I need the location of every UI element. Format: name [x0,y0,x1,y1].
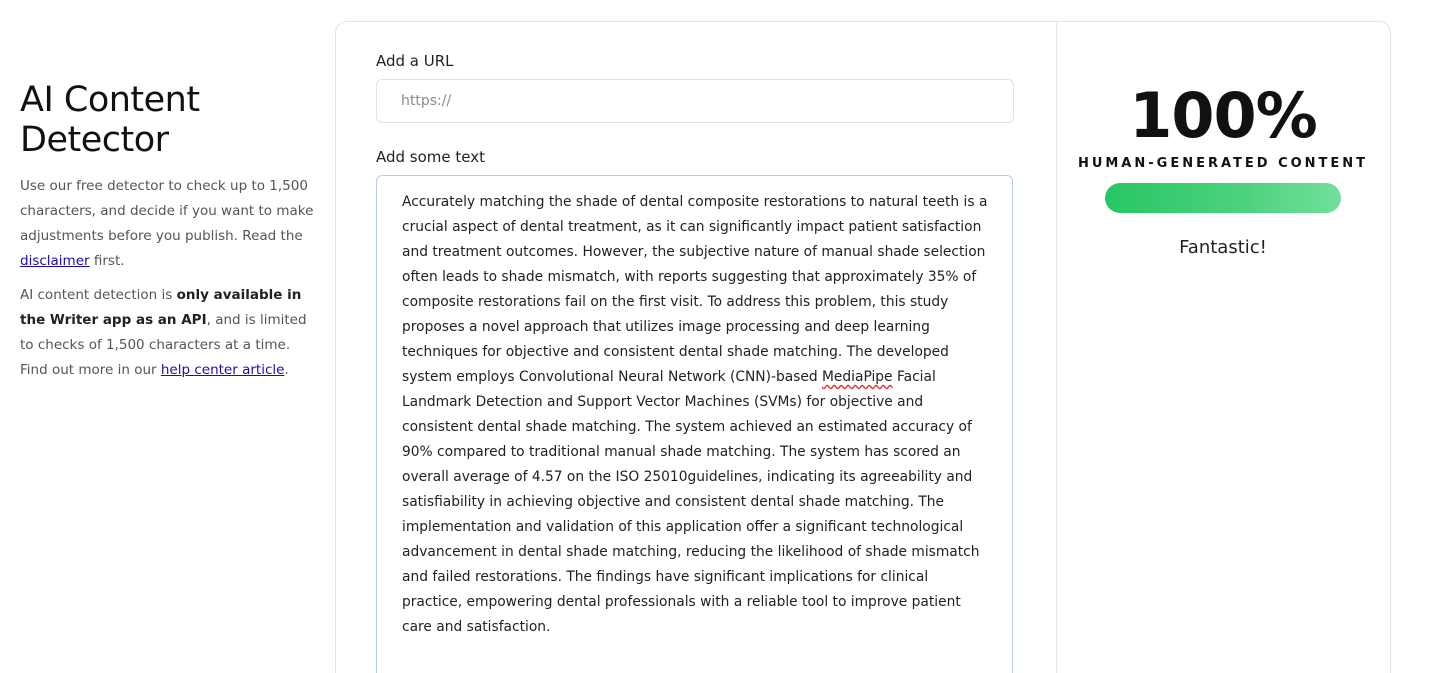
score-value: 100% [1129,79,1317,152]
url-input[interactable] [376,79,1014,123]
api-text-end: . [284,362,289,378]
intro-panel [20,80,315,392]
help-center-link[interactable]: help center article [160,362,285,378]
api-text-middle: , and is limited to checks of 1,500 characters at a time. Find out more in our [20,312,307,378]
text-label: Add some text [376,148,486,166]
api-text: AI content detection is [20,287,177,303]
spellcheck-flagged-word: MediaPipe [822,369,893,385]
detector-card [335,21,1391,673]
api-emphasis: only available in the Writer app as an API [20,287,302,328]
disclaimer-link[interactable]: disclaimer [20,253,90,269]
score-bar [1105,183,1341,213]
page-title: AI Content Detector [20,80,200,160]
intro-paragraph [20,174,315,274]
text-content-rest: Facial Landmark Detection and Support Vector Machines (SVMs) for objective and consistent dental shade matching. The system achieved an estimated accuracy of 90% compared to traditional manual shade matching. The system has scored an overall average of 4.57 on the ISO 25010guidelines, indicating its agreeability and satisfiability in achieving objective and consistent dental shade matching. The implementation and validation of this application offer a significant technological advancement in dental shade matching, reducing the likelihood of shade mismatch and failed restorations. The findings have significant implications for clinical practice, empowering dental professionals with a reliable tool to improve patient care and satisfaction. [402,369,980,635]
api-paragraph [20,283,315,383]
score-bar-fill [1105,183,1341,213]
score-caption: HUMAN-GENERATED CONTENT [1077,156,1369,171]
text-content: Accurately matching the shade of dental composite restorations to natural teeth is a crucial aspect of dental treatment, as it can significantly impact patient satisfaction and treatment outcomes. However, the subjective nature of manual shade selection often leads to shade mismatch, with reports suggesting that approximately 35% of composite restorations fail on the first visit. To address this problem, this study proposes a novel approach that utilizes image processing and deep learning techniques for objective and consistent dental shade matching. The developed system employs Convolutional Neural Network (CNN)-based [402,194,988,385]
text-input[interactable] [376,175,1013,673]
result-panel [1057,22,1389,258]
intro-text-end: first. [89,253,125,269]
verdict-text: Fantastic! [1179,237,1267,258]
url-label: Add a URL [376,52,454,70]
intro-text: Use our free detector to check up to 1,500 characters, and decide if you want to make adjustments before you publish. Read the [20,178,314,244]
